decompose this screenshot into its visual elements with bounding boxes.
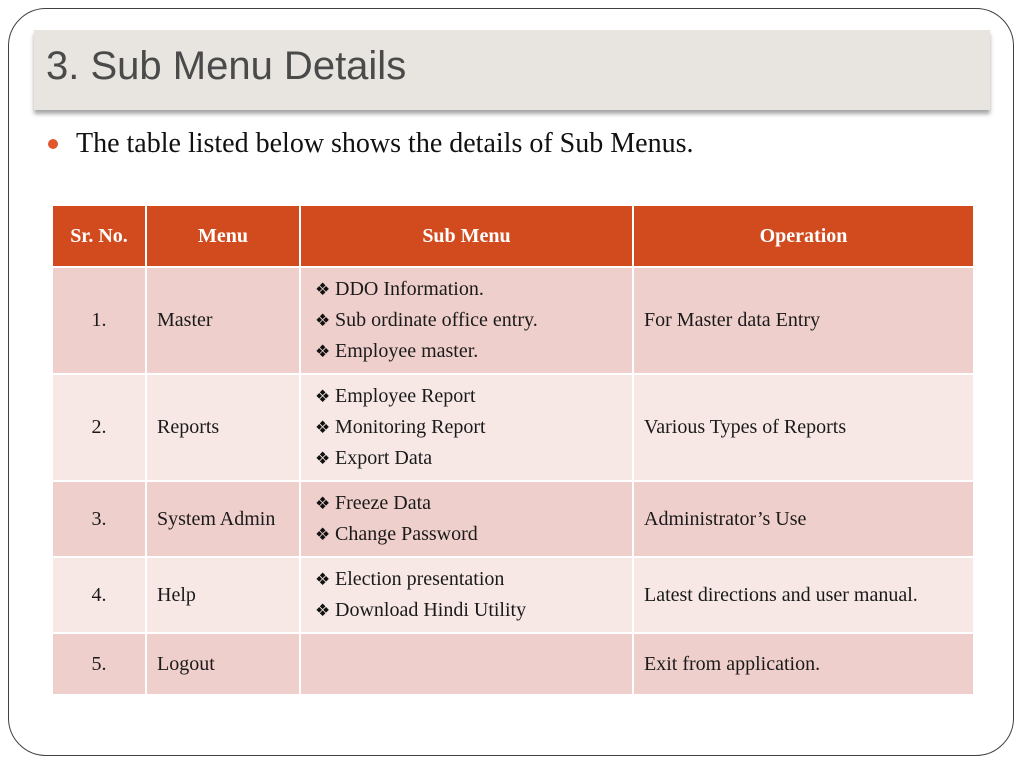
sub-menu-item: ❖ Monitoring Report — [315, 412, 626, 443]
cell-sub-menu — [300, 633, 633, 695]
cell-operation: Latest directions and user manual. — [633, 557, 974, 633]
sub-menu-item: ❖ Change Password — [315, 519, 626, 550]
cell-sr-no: 1. — [52, 267, 146, 374]
cell-sr-no: 5. — [52, 633, 146, 695]
table-row — [52, 633, 974, 695]
bullet-text: The table listed below shows the details of Sub Menus. — [76, 128, 694, 159]
cell-sr-no: 3. — [52, 481, 146, 557]
cell-menu: Reports — [146, 374, 300, 481]
sub-menu-item: ❖ Employee master. — [315, 336, 626, 367]
diamond-bullet-icon: ❖ — [315, 449, 331, 468]
cell-operation: For Master data Entry — [633, 267, 974, 374]
sub-menu-item: ❖ Employee Report — [315, 381, 626, 412]
cell-sr-no: 2. — [52, 374, 146, 481]
sub-menu-item: ❖ Election presentation — [315, 564, 626, 595]
bullet-dot-icon — [48, 139, 58, 149]
cell-sub-menu — [300, 267, 633, 374]
diamond-bullet-icon: ❖ — [315, 601, 331, 620]
table-header-row — [52, 205, 974, 267]
cell-sub-menu — [300, 481, 633, 557]
table-row — [52, 557, 974, 633]
cell-menu: System Admin — [146, 481, 300, 557]
cell-sr-no: 4. — [52, 557, 146, 633]
cell-operation: Exit from application. — [633, 633, 974, 695]
bullet-line — [48, 128, 693, 160]
sub-menu-item: ❖ Sub ordinate office entry. — [315, 305, 626, 336]
cell-menu: Help — [146, 557, 300, 633]
sub-menu-item: ❖ Export Data — [315, 443, 626, 474]
table-row — [52, 267, 974, 374]
sub-menu-item: ❖ DDO Information. — [315, 274, 626, 305]
cell-menu: Master — [146, 267, 300, 374]
table-row — [52, 481, 974, 557]
diamond-bullet-icon: ❖ — [315, 342, 331, 361]
diamond-bullet-icon: ❖ — [315, 387, 331, 406]
sub-menu-item: ❖ Freeze Data — [315, 488, 626, 519]
cell-operation: Administrator’s Use — [633, 481, 974, 557]
header-menu: Menu — [146, 205, 300, 267]
header-sr-no: Sr. No. — [52, 205, 146, 267]
title-bar — [34, 30, 990, 110]
diamond-bullet-icon: ❖ — [315, 525, 331, 544]
submenu-table — [51, 204, 975, 696]
slide-title: 3. Sub Menu Details — [46, 44, 407, 88]
cell-operation: Various Types of Reports — [633, 374, 974, 481]
table-row — [52, 374, 974, 481]
cell-menu: Logout — [146, 633, 300, 695]
header-operation: Operation — [633, 205, 974, 267]
diamond-bullet-icon: ❖ — [315, 311, 331, 330]
cell-sub-menu — [300, 557, 633, 633]
cell-sub-menu — [300, 374, 633, 481]
diamond-bullet-icon: ❖ — [315, 494, 331, 513]
header-sub-menu: Sub Menu — [300, 205, 633, 267]
sub-menu-item: ❖ Download Hindi Utility — [315, 595, 626, 626]
diamond-bullet-icon: ❖ — [315, 280, 331, 299]
diamond-bullet-icon: ❖ — [315, 570, 331, 589]
diamond-bullet-icon: ❖ — [315, 418, 331, 437]
